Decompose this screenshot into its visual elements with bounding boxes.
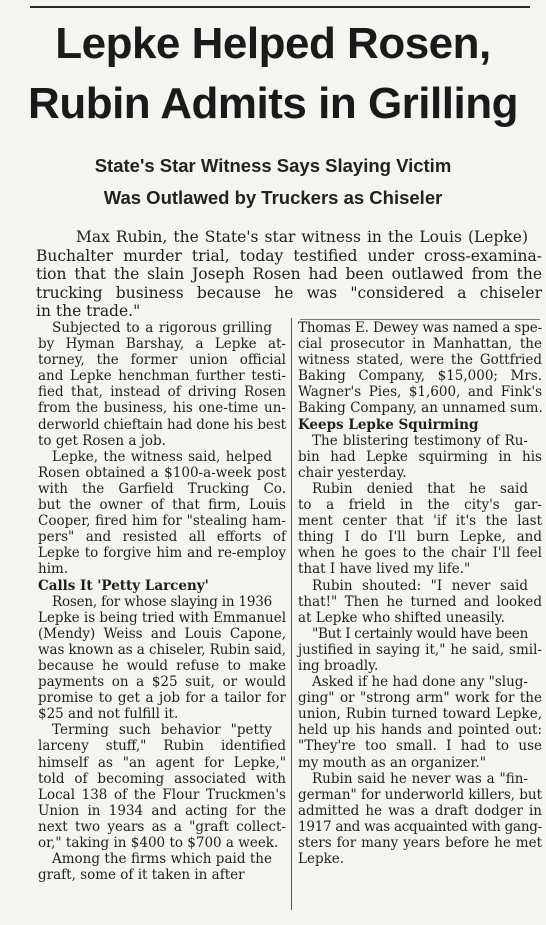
text-line: "But I certainly would have been xyxy=(312,625,528,642)
text-line: Thomas E. Dewey was named a spe- xyxy=(298,320,542,336)
text-line: with the Garfield Trucking Co. xyxy=(38,480,286,497)
article-column-2 xyxy=(298,320,542,867)
text-line: Lepke to forgive him and re-employ xyxy=(38,545,286,562)
text-line: trucking business because he was "considered a chiseler xyxy=(36,283,542,302)
text-line: next two years as a "graft collect- xyxy=(38,818,286,835)
subheadline xyxy=(0,150,546,214)
subhead: Keeps Lepke Squirming xyxy=(298,416,479,433)
text-line: by Hyman Barshay, a Lepke at- xyxy=(38,336,286,353)
text-line: Rosen obtained a $100-a-week post xyxy=(38,464,286,481)
top-rule xyxy=(30,6,530,8)
text-line: ment center that 'if it's the last xyxy=(298,513,542,530)
text-line: justified in saying it," he said, smil- xyxy=(298,641,542,658)
text-line: to a frield in the city's gar- xyxy=(298,497,542,514)
text-line: witness stated, were the Gottfried xyxy=(298,352,542,369)
text-line: or," taking in $400 to $700 a week. xyxy=(38,835,279,851)
text-line: to get Rosen a job. xyxy=(38,432,166,449)
text-line: Lepke is being tried with Emmanuel xyxy=(38,609,286,626)
text-line: that!" Then he turned and looked xyxy=(298,593,542,610)
text-line: thing I do I'll burn Lepke, and xyxy=(298,529,542,546)
text-line: him. xyxy=(38,561,69,578)
subhead: Calls It 'Petty Larceny' xyxy=(38,577,209,594)
text-line: fied that, instead of driving Rosen xyxy=(38,384,286,401)
text-line: Wagner's Pies, $1,600, and Fink's xyxy=(298,384,542,401)
headline-line-1: Lepke Helped Rosen, xyxy=(55,19,491,68)
text-line: Cooper, fired him for "stealing ham- xyxy=(38,513,286,530)
text-line: Asked if he had done any "slug- xyxy=(312,674,528,691)
text-line: Max Rubin, the State's star witness in the Louis (Lepke) xyxy=(76,228,528,246)
text-line: larceny stuff," Rubin identified xyxy=(38,738,286,755)
text-line: cial prosecutor in Manhattan, the xyxy=(298,336,542,353)
text-line: derworld chieftain had done his best xyxy=(38,416,286,433)
text-line: ging" or "strong arm" work for the xyxy=(298,690,542,707)
text-line: Buchalter murder trial, today testified under cross-examina- xyxy=(36,246,542,265)
text-line: Lepke. xyxy=(298,851,345,868)
text-line: was known as a chiseler, Rubin said, xyxy=(38,641,286,658)
text-line: ing broadly. xyxy=(298,657,379,674)
text-line: Rubin said he never was a "fin- xyxy=(312,770,528,787)
headline xyxy=(0,14,546,134)
text-line: but the owner of that firm, Louis xyxy=(38,497,286,514)
text-line: sters for many years before he met xyxy=(298,835,542,851)
text-line: that I have lived my life." xyxy=(298,561,471,578)
article-column-1 xyxy=(38,320,286,883)
subheadline-line-1: State's Star Witness Says Slaying Victim xyxy=(94,155,452,176)
headline-line-2: Rubin Admits in Grilling xyxy=(28,79,518,128)
text-line: tion that the slain Joseph Rosen had been outlawed from the xyxy=(36,265,542,284)
text-line: Rosen, for whose slaying in 1936 xyxy=(52,593,272,610)
text-line: in the trade." xyxy=(36,302,141,321)
subheadline-line-2: Was Outlawed by Truckers as Chiseler xyxy=(103,187,443,208)
text-line: Lepke, the witness said, helped xyxy=(52,448,272,465)
text-line: told of becoming associated with xyxy=(38,770,286,787)
text-line: Local 138 of the Flour Truckmen's xyxy=(38,786,286,803)
text-line: Baking Company, an unnamed sum. xyxy=(298,400,543,417)
text-line: Baking Company, $15,000; Mrs. xyxy=(298,368,542,385)
text-line: when he goes to the chair I'll feel xyxy=(298,545,542,562)
text-line: bin had Lepke squirming in his xyxy=(298,448,542,465)
text-line: Among the firms which paid the xyxy=(52,851,272,868)
text-line: pers" and resisted all efforts of xyxy=(38,529,286,546)
text-line: promise to get a job for a tailor for xyxy=(38,690,286,707)
text-line: and Lepke henchman further testi- xyxy=(38,368,286,385)
text-line: admitted he was a draft dodger in xyxy=(298,802,542,819)
text-line: torney, the former union official xyxy=(38,352,286,369)
text-line: "They're too small. I had to use xyxy=(298,738,542,755)
lede-paragraph xyxy=(36,228,542,321)
text-line: my mouth as an organizer." xyxy=(298,754,486,771)
text-line: himself as "an agent for Lepke," xyxy=(38,754,286,771)
text-line: 1917 and was acquainted with gang- xyxy=(298,818,542,835)
text-line: Terming such behavior "petty xyxy=(52,722,272,739)
text-line: held up his hands and pointed out: xyxy=(298,722,542,739)
text-line: The blistering testimony of Ru- xyxy=(312,432,528,449)
text-line: Subjected to a rigorous grilling xyxy=(52,320,272,336)
text-line: Rubin denied that he said xyxy=(312,480,528,497)
text-line: at Lepke who shifted uneasily. xyxy=(298,609,505,626)
text-line: Rubin shouted: "I never said xyxy=(312,577,528,594)
text-line: from the business, his one-time un- xyxy=(38,400,286,417)
text-line: (Mendy) Weiss and Louis Capone, xyxy=(38,625,286,642)
text-line: union, Rubin turned toward Lepke, xyxy=(298,706,542,723)
text-line: chair yesterday. xyxy=(298,464,407,481)
text-line: payments on a $25 suit, or would xyxy=(38,674,286,691)
text-line: Union in 1934 and acting for the xyxy=(38,802,286,819)
text-line: graft, some of it taken in after xyxy=(38,867,245,884)
text-line: because he would refuse to make xyxy=(38,657,286,674)
text-line: german" for underworld killers, but xyxy=(298,786,542,803)
column-divider xyxy=(291,318,292,910)
text-line: $25 and not fulfill it. xyxy=(38,706,179,723)
